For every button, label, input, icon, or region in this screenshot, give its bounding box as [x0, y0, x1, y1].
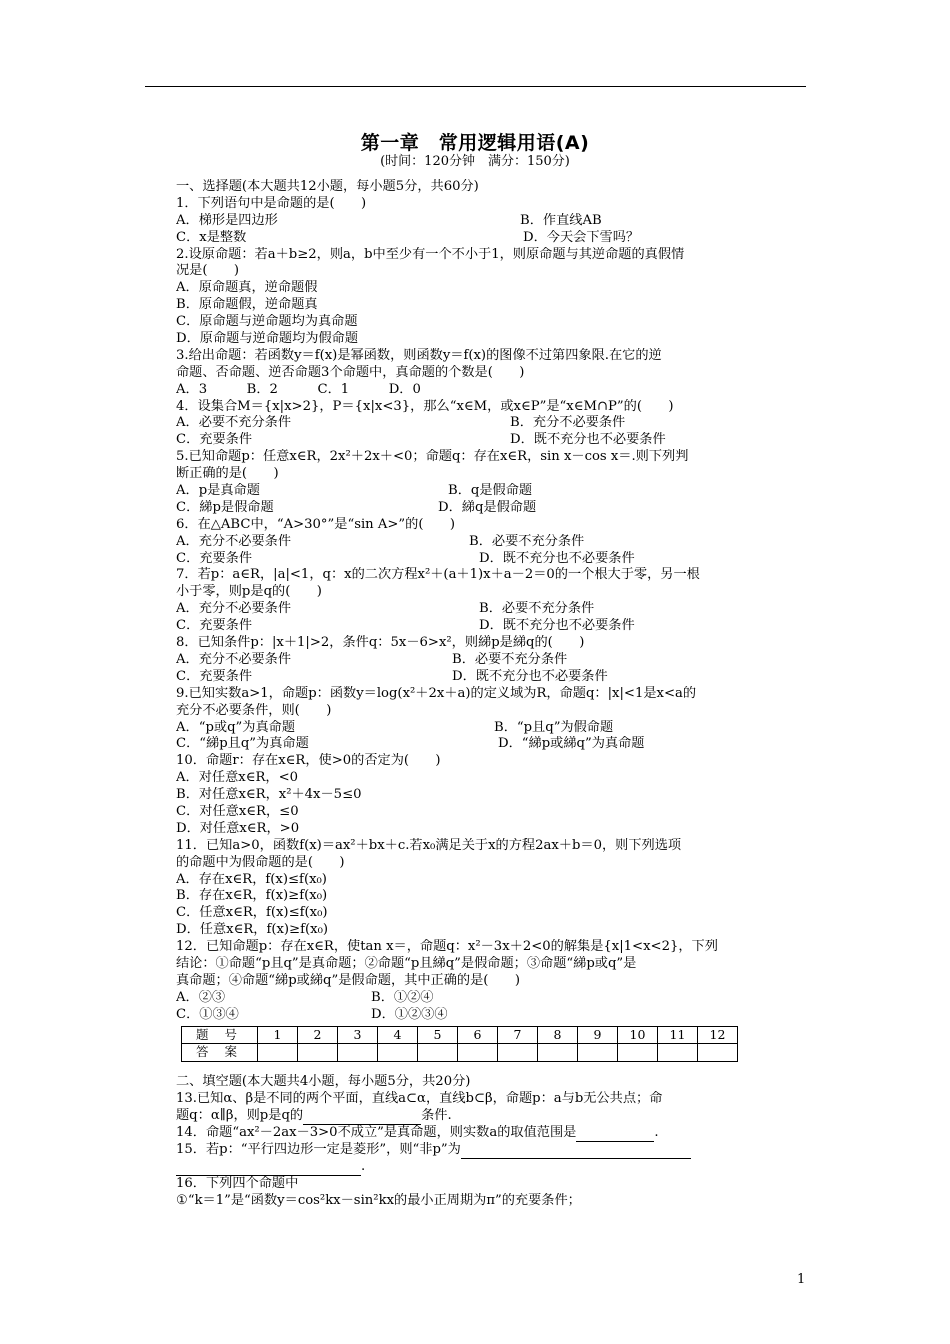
question-text: C．任意x∈R，f(x)≤f(x₀) — [176, 905, 328, 921]
question-text: A．p是真命题 — [176, 483, 260, 499]
answer-cell[interactable] — [658, 1044, 698, 1062]
option-text: B．①②④ — [371, 989, 434, 1005]
question-text: 7．若p：a∈R，|a|<1，q：x的二次方程x²＋(a＋1)x＋a－2＝0的一个根大于零，另一根 — [176, 567, 700, 583]
option-text: B．必要不充分条件 — [469, 533, 585, 549]
question-line — [176, 753, 808, 770]
question-text: 真命题；④命题“綈p或綈q”是假命题，其中正确的是( ) — [176, 972, 520, 988]
table-cell: 8 — [538, 1026, 578, 1044]
question-text: 况是( ) — [176, 263, 240, 279]
answer-cell[interactable] — [578, 1044, 618, 1062]
question-line — [176, 770, 808, 787]
question-text: 10．命题r：存在x∈R，使>0的否定为( ) — [176, 753, 441, 769]
option-text: D．①②③④ — [371, 1006, 448, 1022]
table-cell: 4 — [378, 1026, 418, 1044]
question-text: 断正确的是( ) — [176, 466, 279, 482]
question-line — [176, 1159, 808, 1176]
question-line — [176, 551, 808, 568]
question-text: 结论：①命题“p且q”是真命题；②命题“p且綈q”是假命题；③命题“綈p或q”是 — [176, 955, 637, 971]
answer-cell[interactable] — [698, 1044, 738, 1062]
question-text: 14．命题“ax²－2ax－3>0不成立”是真命题，则实数a的取值范围是 — [176, 1125, 577, 1141]
question-text: . — [654, 1125, 659, 1141]
question-line — [176, 601, 808, 618]
question-line — [176, 973, 808, 990]
question-text: 3.给出命题：若函数y＝f(x)是幂函数，则函数y＝f(x)的图像不过第四象限.在它的逆 — [176, 347, 662, 363]
top-rule — [145, 86, 806, 87]
question-text: 12．已知命题p：存在x∈R，使tan x＝，命题q：x²－3x＋2<0的解集是{x|1<x<2}，下列 — [176, 939, 718, 955]
question-text: 2.设原命题：若a＋b≥2，则a，b中至少有一个不小于1，则原命题与其逆命题的真假情 — [176, 246, 685, 262]
option-text: D．既不充分也不必要条件 — [479, 618, 635, 634]
question-text: 15．若p：“平行四边形一定是菱形”，则“非p”为 — [176, 1141, 461, 1157]
option-text: D．既不充分也不必要条件 — [510, 432, 666, 448]
table-cell: 6 — [458, 1026, 498, 1044]
table-cell: 1 — [258, 1026, 298, 1044]
question-line — [176, 297, 808, 314]
question-text: C．对任意x∈R，≤0 — [176, 803, 299, 819]
question-line — [176, 331, 808, 348]
table-row — [182, 1026, 738, 1044]
question-text: A．②③ — [176, 989, 226, 1005]
question-text: C．充要条件 — [176, 432, 253, 448]
answer-cell[interactable] — [258, 1044, 298, 1062]
question-text: A．原命题真，逆命题假 — [176, 280, 318, 296]
question-text: C．充要条件 — [176, 618, 253, 634]
question-line — [176, 213, 808, 230]
question-line — [176, 1007, 808, 1024]
question-line — [176, 1108, 808, 1125]
option-text: D．今天会下雪吗？ — [523, 229, 640, 245]
page-number: 1 — [797, 1272, 806, 1287]
question-text: B．对任意x∈R，x²＋4x－5≤0 — [176, 787, 362, 803]
question-text: A．梯形是四边形 — [176, 212, 278, 228]
question-text: A．充分不必要条件 — [176, 533, 292, 549]
question-line: ①“k＝1”是“函数y＝cos²kx－sin²kx的最小正周期为π”的充要条件； — [176, 1192, 581, 1208]
question-line — [176, 872, 808, 889]
option-text: B．q是假命题 — [448, 483, 533, 499]
question-line — [176, 314, 808, 331]
question-text: D．对任意x∈R，>0 — [176, 820, 300, 836]
question-text: A．存在x∈R，f(x)≤f(x₀) — [176, 871, 327, 887]
question-text: 命题、否命题、逆否命题3个命题中，真命题的个数是( ) — [176, 364, 525, 380]
question-line — [176, 703, 808, 720]
option-text: B．作直线AB — [520, 212, 602, 228]
table-row — [182, 1044, 738, 1062]
question-line: 13.已知α、β是不同的两个平面，直线a⊂α，直线b⊂β，命题p：a与b无公共点；命 — [176, 1091, 663, 1107]
question-text: 6．在△ABC中，“A>30°”是“sin A>”的( ) — [176, 516, 456, 532]
table-cell: 10 — [618, 1026, 658, 1044]
question-text: 条件. — [421, 1108, 452, 1124]
question-line — [176, 1142, 808, 1159]
question-line — [176, 821, 808, 838]
table-cell: 2 — [298, 1026, 338, 1044]
option-text: D．綈q是假命题 — [438, 499, 537, 515]
question-line — [176, 500, 808, 517]
question-text: C．充要条件 — [176, 668, 253, 684]
question-text: 11．已知a>0，函数f(x)＝ax²＋bx＋c.若x₀满足关于x的方程2ax＋b＝0，则下列选项 — [176, 837, 682, 853]
question-line — [176, 635, 808, 652]
table-header-cell: 答 案 — [182, 1044, 258, 1062]
question-text: 5.已知命题p：任意x∈R，2x²＋2x＋<0；命题q：存在x∈R，sin x－cos x＝.则下列判 — [176, 449, 689, 465]
question-line — [176, 415, 808, 432]
question-text: 4．设集合M＝{x|x>2}，P＝{x|x<3}，那么“x∈M，或x∈P”是“x∈M∩P”的( ) — [176, 398, 674, 414]
answer-cell[interactable] — [618, 1044, 658, 1062]
question-line — [176, 990, 808, 1007]
section-heading: 一、选择题(本大题共12小题，每小题5分，共60分) — [176, 179, 479, 194]
question-line — [176, 584, 808, 601]
question-text: B．原命题假，逆命题真 — [176, 297, 318, 313]
question-line — [176, 736, 808, 753]
question-line — [176, 534, 808, 551]
question-line — [176, 804, 808, 821]
question-text: A．“p或q”为真命题 — [176, 719, 296, 735]
answer-cell[interactable] — [378, 1044, 418, 1062]
question-line — [176, 922, 808, 939]
question-text: B．存在x∈R，f(x)≥f(x₀) — [176, 888, 328, 904]
question-text: C．充要条件 — [176, 550, 253, 566]
question-text: 的命题中为假命题的是( ) — [176, 854, 345, 870]
question-line — [176, 263, 808, 280]
question-text: 1．下列语句中是命题的是( ) — [176, 195, 367, 211]
answer-cell[interactable] — [458, 1044, 498, 1062]
question-line — [176, 686, 808, 703]
question-text: 题q：α∥β，则p是q的 — [176, 1108, 304, 1124]
answer-blank[interactable] — [576, 1128, 654, 1142]
question-line — [176, 905, 808, 922]
page-subtitle: (时间：120分钟 满分：150分) — [380, 154, 570, 169]
question-line — [176, 567, 808, 584]
answer-cell[interactable] — [498, 1044, 538, 1062]
question-text: A．必要不充分条件 — [176, 415, 292, 431]
option-text: B．必要不充分条件 — [479, 601, 595, 617]
table-cell: 5 — [418, 1026, 458, 1044]
question-line — [176, 483, 808, 500]
question-line — [176, 432, 808, 449]
table-header-cell: 题 号 — [182, 1026, 258, 1044]
question-line: 16．下列四个命题中 — [176, 1175, 299, 1191]
question-text: 8．已知条件p：|x＋1|>2，条件q：5x－6>x²，则綈p是綈q的( ) — [176, 635, 585, 651]
question-line — [176, 855, 808, 872]
page-title: 第一章 常用逻辑用语(A) — [360, 132, 590, 154]
question-line — [176, 618, 808, 635]
question-text: C．①③④ — [176, 1006, 239, 1022]
option-text: D．既不充分也不必要条件 — [452, 668, 608, 684]
answer-blank[interactable] — [461, 1145, 691, 1159]
question-text: C．x是整数 — [176, 229, 247, 245]
option-text: B．必要不充分条件 — [452, 651, 568, 667]
question-line — [176, 247, 808, 264]
question-text: A．3 B．2 C．1 D．0 — [176, 381, 421, 397]
question-line — [176, 230, 808, 247]
question-line — [176, 365, 808, 382]
question-line — [176, 1125, 808, 1142]
question-line — [176, 720, 808, 737]
answer-cell[interactable] — [298, 1044, 338, 1062]
question-text: C．原命题与逆命题均为真命题 — [176, 314, 358, 330]
question-text: A．充分不必要条件 — [176, 601, 292, 617]
question-text: C．綈p是假命题 — [176, 499, 274, 515]
table-cell: 11 — [658, 1026, 698, 1044]
table-cell: 3 — [338, 1026, 378, 1044]
option-text: B．“p且q”为假命题 — [494, 719, 614, 735]
question-line — [176, 787, 808, 804]
question-line — [176, 652, 808, 669]
question-text: D．原命题与逆命题均为假命题 — [176, 331, 359, 347]
question-line — [176, 280, 808, 297]
question-line — [176, 348, 808, 365]
answer-cell[interactable] — [538, 1044, 578, 1062]
question-line — [176, 449, 808, 466]
question-list — [176, 196, 808, 1024]
question-text: 小于零，则p是q的( ) — [176, 584, 322, 600]
question-text: 充分不必要条件，则( ) — [176, 702, 332, 718]
answer-cell[interactable] — [418, 1044, 458, 1062]
option-text: D．既不充分也不必要条件 — [479, 550, 635, 566]
answer-cell[interactable] — [338, 1044, 378, 1062]
question-line — [176, 888, 808, 905]
table-cell: 12 — [698, 1026, 738, 1044]
question-line — [176, 399, 808, 416]
answer-blank[interactable] — [303, 1111, 421, 1125]
question-line — [176, 669, 808, 686]
question-text: D．任意x∈R，f(x)≥f(x₀) — [176, 922, 329, 938]
question-line — [176, 939, 808, 956]
section-heading: 二、填空题(本大题共4小题，每小题5分，共20分) — [176, 1074, 471, 1090]
question-text: 9.已知实数a>1，命题p：函数y＝log(x²＋2x＋a)的定义域为R，命题q：|x|<1是x<a的 — [176, 685, 697, 701]
question-line — [176, 517, 808, 534]
exam-content — [176, 179, 808, 1209]
question-text: A．对任意x∈R，<0 — [176, 770, 299, 786]
question-line — [176, 196, 808, 213]
question-text: C．“綈p且q”为真命题 — [176, 736, 309, 752]
question-text: A．充分不必要条件 — [176, 651, 292, 667]
table-cell: 9 — [578, 1026, 618, 1044]
question-text: . — [361, 1158, 366, 1174]
question-line — [176, 466, 808, 483]
option-text: B．充分不必要条件 — [510, 415, 626, 431]
question-line — [176, 956, 808, 973]
answer-blank[interactable] — [176, 1162, 361, 1176]
table-cell: 7 — [498, 1026, 538, 1044]
question-line — [176, 838, 808, 855]
answer-table — [181, 1026, 738, 1063]
question-line — [176, 382, 808, 399]
option-text: D．“綈p或綈q”为真命题 — [498, 736, 645, 752]
